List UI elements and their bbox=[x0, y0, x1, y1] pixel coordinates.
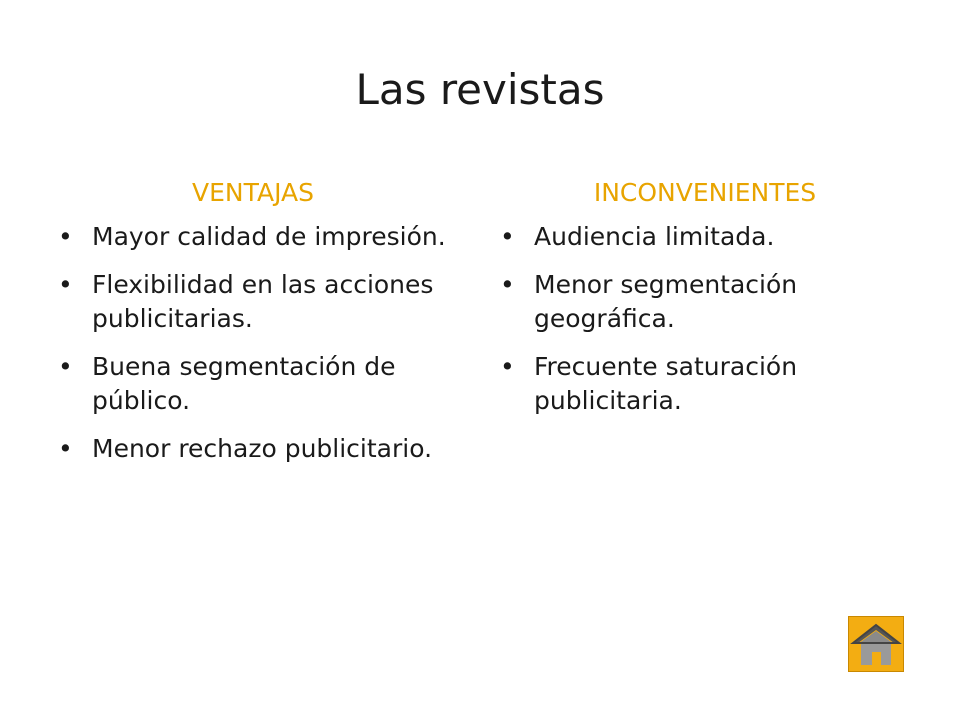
home-button[interactable] bbox=[848, 616, 904, 672]
advantages-list bbox=[58, 220, 448, 466]
home-icon bbox=[849, 617, 903, 671]
advantages-column bbox=[58, 176, 448, 480]
slide-title: Las revistas bbox=[355, 65, 605, 114]
list-item: • Audiencia limitada. bbox=[500, 220, 900, 254]
list-item: • Menor segmentación geográfica. bbox=[500, 268, 900, 336]
disadvantages-list bbox=[500, 220, 900, 418]
list-item: • Frecuente saturación publicitaria. bbox=[500, 350, 900, 418]
disadvantages-heading: INCONVENIENTES bbox=[593, 178, 817, 207]
list-item: • Flexibilidad en las acciones publicitarias. bbox=[58, 268, 448, 336]
disadvantages-column bbox=[500, 176, 900, 432]
list-item: • Mayor calidad de impresión. bbox=[58, 220, 448, 254]
list-item: • Menor rechazo publicitario. bbox=[58, 432, 448, 466]
advantages-heading: VENTAJAS bbox=[192, 178, 314, 207]
list-item: • Buena segmentación de público. bbox=[58, 350, 448, 418]
